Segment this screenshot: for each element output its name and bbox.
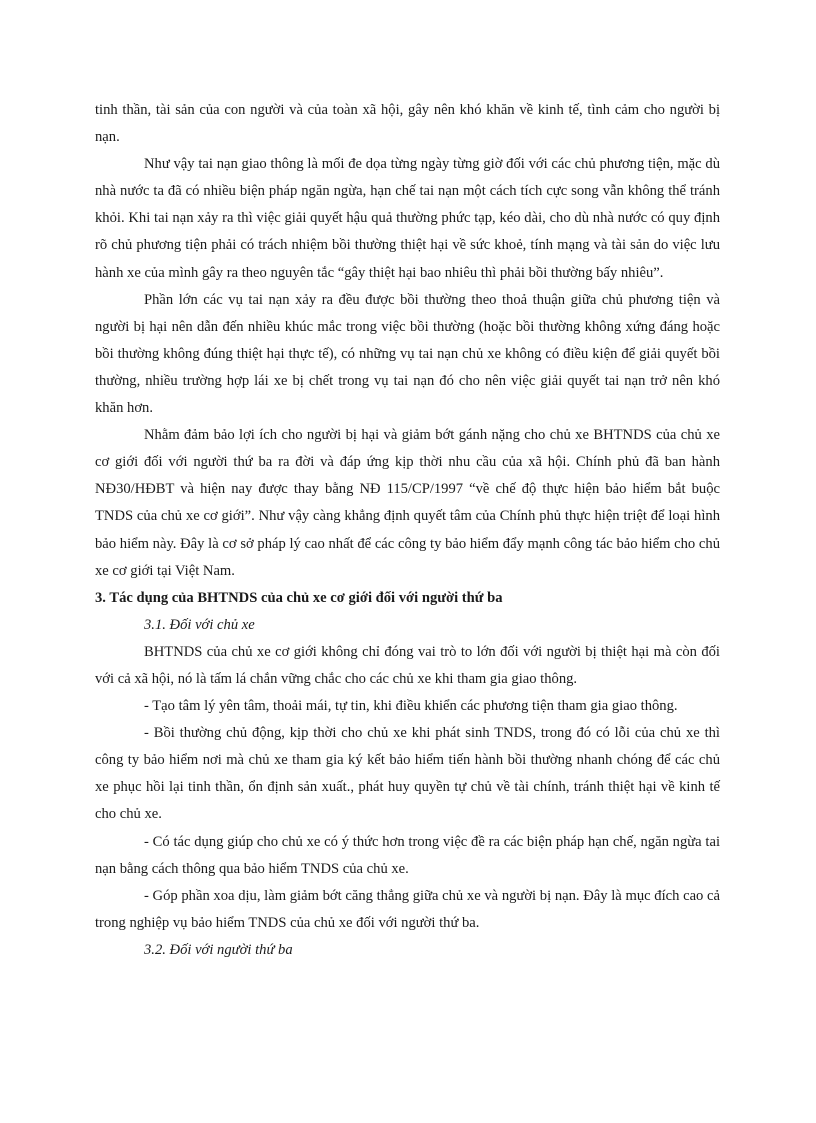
paragraph: Phần lớn các vụ tai nạn xảy ra đều được bồi thường theo thoả thuận giữa chủ phương tiện và người bị hại nên dẫn đến nhiều khúc mắc trong việc bồi thường (hoặc bồi thường không xứng đáng hoặc bồi thường không đúng thiệt hại thực tế), có những vụ tai nạn chủ xe không có điều kiện để giải quyết bồi thường, nhiều trường hợp lái xe bị chết trong vụ tai nạn đó cho nên việc giải quyết tai nạn trở nên khó khăn hơn.: [95, 291, 720, 417]
list-item: - Bồi thường chủ động, kịp thời cho chủ xe khi phát sinh TNDS, trong đó có lỗi của chủ xe thì công ty bảo hiểm nơi mà chủ xe tham gia ký kết bảo hiểm tiến hành bồi thường nhanh chóng để các chủ xe phục hồi lại tinh thần, ổn định sản xuất., phát huy quyền tự chủ về tài chính, tránh thiệt hại về kinh tế cho chủ xe.: [95, 725, 720, 823]
paragraph: Nhằm đảm bảo lợi ích cho người bị hại và giảm bớt gánh nặng cho chủ xe BHTNDS của chủ xe cơ giới đối với người thứ ba ra đời và đáp ứng kịp thời nhu cầu của xã hội. Chính phủ đã ban hành NĐ30/HĐBT và hiện nay được thay bằng NĐ 115/CP/1997 “về chế độ thực hiện bảo hiểm bắt buộc TNDS của chủ xe cơ giới”. Như vậy càng khẳng định quyết tâm của Chính phủ thực hiện triệt để loại hình bảo hiểm này. Đây là cơ sở pháp lý cao nhất để các công ty bảo hiểm đẩy mạnh công tác bảo hiểm cho chủ xe cơ giới tại Việt Nam.: [95, 427, 720, 579]
paragraph: Như vậy tai nạn giao thông là mối đe dọa từng ngày từng giờ đối với các chủ phương tiện, mặc dù nhà nước ta đã có nhiều biện pháp ngăn ngừa, hạn chế tai nạn một cách tích cực song vẫn không thể tránh khỏi. Khi tai nạn xảy ra thì việc giải quyết hậu quả thường phức tạp, kéo dài, cho dù nhà nước có quy định rõ chủ phương tiện phải có trách nhiệm bồi thường thiệt hại về sức khoẻ, tính mạng và tài sản do việc lưu hành xe của mình gây ra theo nguyên tắc “gây thiệt hại bao nhiêu thì phải bồi thường bấy nhiêu”.: [95, 156, 720, 281]
list-item: - Góp phần xoa dịu, làm giảm bớt căng thẳng giữa chủ xe và người bị nạn. Đây là mục đích cao cả trong nghiệp vụ bảo hiểm TNDS của chủ xe đối với người thứ ba.: [95, 887, 720, 931]
subsection-heading: 3.2. Đối với người thứ ba: [144, 941, 293, 958]
list-item: - Có tác dụng giúp cho chủ xe có ý thức hơn trong việc đề ra các biện pháp hạn chế, ngăn ngừa tai nạn bằng cách thông qua bảo hiểm TNDS của chủ xe.: [95, 833, 720, 877]
section-heading: 3. Tác dụng của BHTNDS của chủ xe cơ giới đối với người thứ ba: [95, 589, 503, 606]
subsection-heading: 3.1. Đối với chủ xe: [144, 616, 255, 633]
list-item: - Tạo tâm lý yên tâm, thoải mái, tự tin, khi điều khiển các phương tiện tham gia giao thông.: [144, 698, 678, 715]
paragraph: tinh thần, tài sản của con người và của toàn xã hội, gây nên khó khăn về kinh tế, tình cảm cho người bị nạn.: [95, 102, 720, 146]
document-page: [95, 97, 720, 964]
paragraph: BHTNDS của chủ xe cơ giới không chỉ đóng vai trò to lớn đối với người bị thiệt hại mà còn đối với cả xã hội, nó là tấm lá chắn vững chắc cho các chủ xe khi tham gia giao thông.: [95, 643, 720, 687]
